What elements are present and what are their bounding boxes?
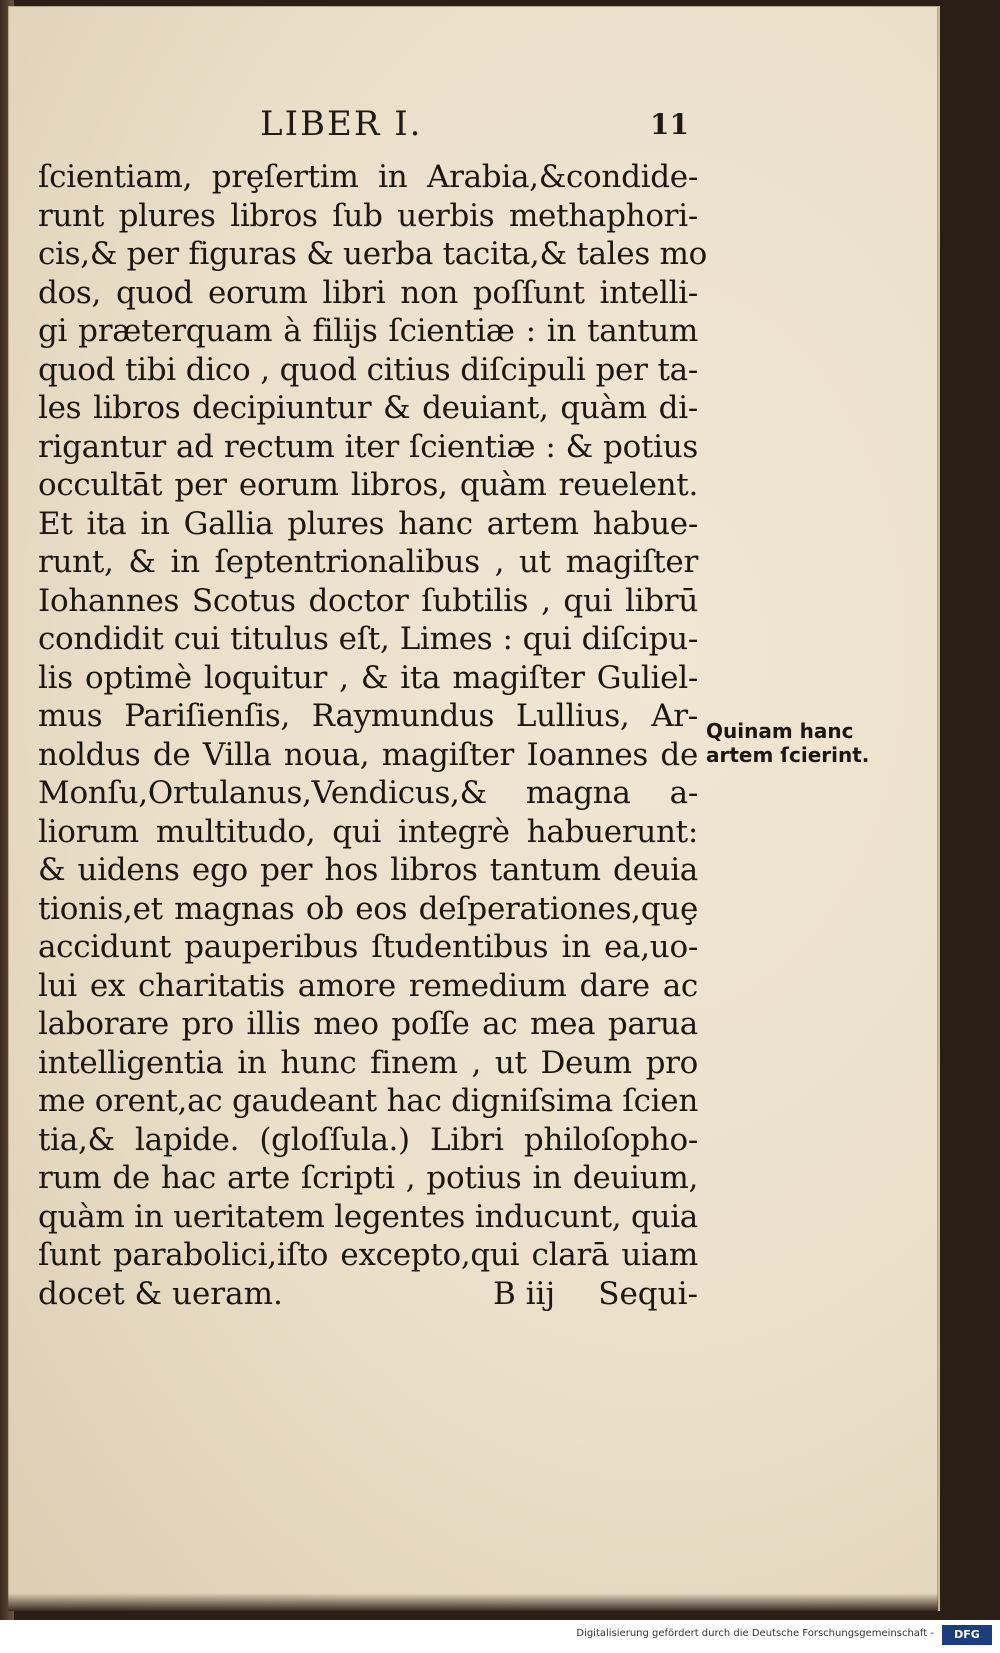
book-page: [8, 6, 940, 1611]
signature-mark: B iij: [493, 1275, 556, 1312]
marginal-note-line: artem ſcierint.: [706, 743, 870, 767]
text-line: les libros decipiuntur & deuiant, quàm di-: [38, 390, 698, 426]
text-line: tia,& lapide. (gloſſula.) Libri philoſopho-: [38, 1121, 698, 1158]
body-text: [38, 158, 707, 1313]
text-line: runt plures libros ſub uerbis methaphori-: [38, 197, 698, 234]
final-line: [38, 1275, 698, 1314]
text-line: liorum multitudo, qui integrè habuerunt:: [38, 813, 698, 850]
running-title: LIBER I.: [260, 104, 423, 144]
text-line: rum de hac arte ſcripti , potius in deuium,: [38, 1160, 698, 1196]
catchword: Sequi-: [598, 1275, 698, 1312]
text-line: cis,& per figuras & uerba tacita,& tales mo: [38, 236, 707, 272]
text-line: tionis,et magnas ob eos deſperationes,quȩ: [38, 890, 698, 927]
text-line: gi præterquam à filijs ſcientiæ : in tantum: [38, 313, 698, 349]
text-line: rigantur ad rectum iter ſcientiæ : & potius: [38, 428, 698, 465]
text-line: mus Pariſienſis, Raymundus Lullius, Ar-: [38, 698, 698, 734]
marginal-note: [706, 719, 870, 767]
dfg-logo: DFG: [942, 1625, 992, 1645]
text-line: lui ex charitatis amore remedium dare ac: [38, 967, 698, 1004]
text-line: occultāt per eorum libros, quàm reuelent.: [38, 467, 698, 503]
marginal-note-line: Quinam hanc: [706, 719, 854, 743]
text-line: intelligentia in hunc finem , ut Deum pro: [38, 1044, 698, 1081]
text-line: laborare pro illis meo poſſe ac mea parua: [38, 1006, 698, 1042]
text-line: me orent,ac gaudeant hac digniſsima ſcien: [38, 1083, 698, 1119]
text-line: Iohannes Scotus doctor ſubtilis , qui librū: [38, 582, 698, 619]
last-line-text: docet & ueram.: [38, 1275, 283, 1312]
text-line: dos, quod eorum libri non poſſunt intelli-: [38, 274, 698, 311]
text-line: quod tibi dico , quod citius diſcipuli per ta-: [38, 351, 698, 388]
funding-text: Digitalisierung gefördert durch die Deutsche Forschungsgemeinschaft -: [576, 1628, 934, 1639]
text-line: lis optimè loquitur , & ita magiſter Guliel-: [38, 659, 698, 696]
text-line: runt, & in ſeptentrionalibus , ut magiſter: [38, 544, 698, 580]
text-line: accidunt pauperibus ſtudentibus in ea,uo-: [38, 929, 698, 965]
text-line: & uidens ego per hos libros tantum deuia: [38, 852, 698, 888]
page-header: [8, 104, 708, 154]
text-line: ſcientiam, prȩſertim in Arabia,&condide-: [38, 159, 698, 195]
text-line: condidit cui titulus eſt, Limes : qui diſcipu-: [38, 621, 698, 657]
text-line: Monſu,Ortulanus,Vendicus,& magna a-: [38, 775, 698, 811]
text-line: noldus de Villa noua, magiſter Ioannes de: [38, 736, 698, 773]
folio-number: 11: [650, 108, 689, 141]
text-line: ſunt parabolici,iſto excepto,qui clarā uiam: [38, 1237, 698, 1273]
text-line: Et ita in Gallia plures hanc artem habue-: [38, 505, 698, 542]
text-line: quàm in ueritatem legentes inducunt, quia: [38, 1198, 698, 1235]
